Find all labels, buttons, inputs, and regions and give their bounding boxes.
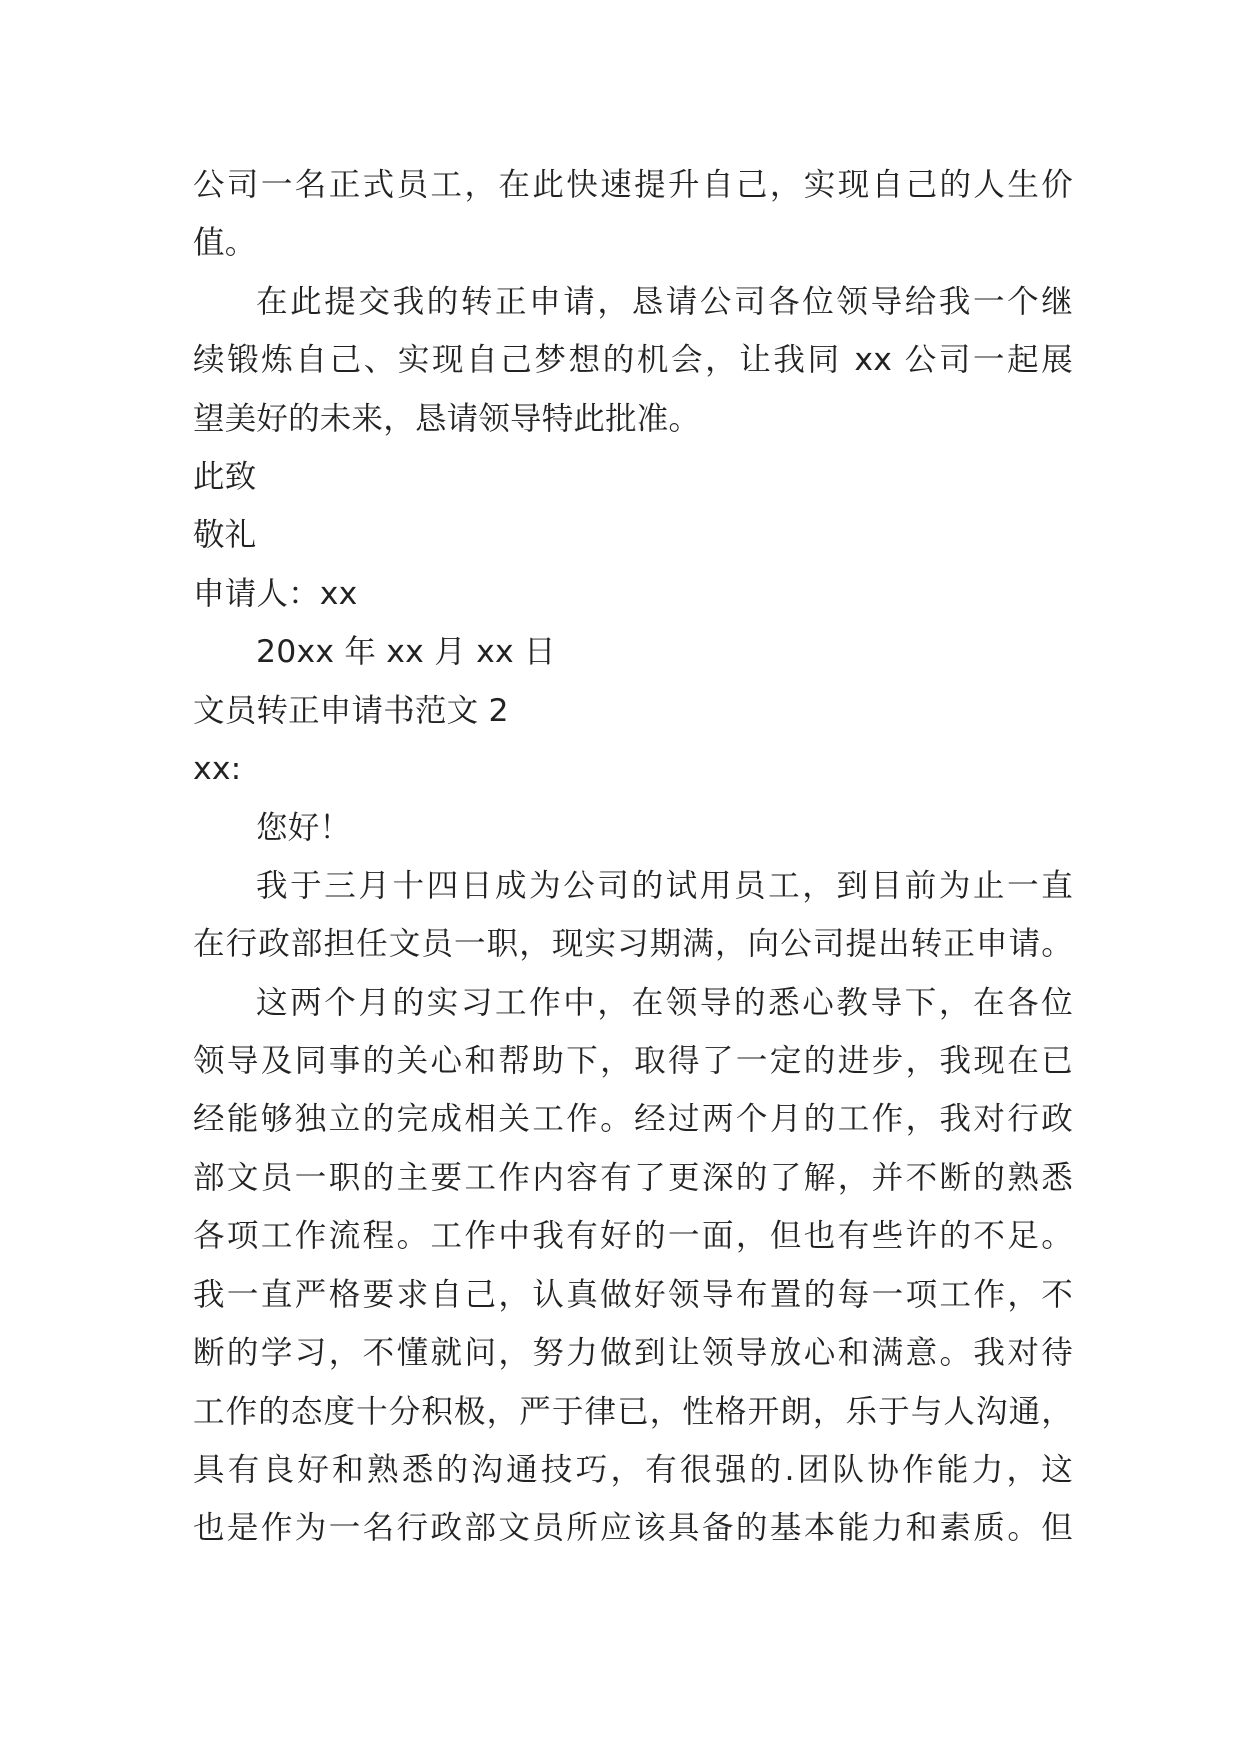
body-text-line: 领导及同事的关心和帮助下，取得了一定的进步，我现在已 <box>193 1043 1073 1079</box>
body-text-line: 公司一名正式员工，在此快速提升自己，实现自己的人生价 <box>193 167 1073 203</box>
paragraph-first-line: 在此提交我的转正申请，恳请公司各位领导给我一个继 <box>256 284 1073 320</box>
section-heading: 文员转正申请书范文 2 <box>193 693 509 729</box>
paragraph-first-line: 我于三月十四日成为公司的试用员工，到目前为止一直 <box>256 868 1073 904</box>
body-text-line: 也是作为一名行政部文员所应该具备的基本能力和素质。但 <box>193 1510 1073 1546</box>
body-text-line: 经能够独立的完成相关工作。经过两个月的工作，我对行政 <box>193 1101 1073 1137</box>
body-text-line: 工作的态度十分积极，严于律已，性格开朗，乐于与人沟通， <box>193 1394 1073 1430</box>
body-text-line: 部文员一职的主要工作内容有了更深的了解，并不断的熟悉 <box>193 1160 1073 1196</box>
body-text-line: 具有良好和熟悉的沟通技巧，有很强的.团队协作能力，这 <box>193 1452 1073 1488</box>
document-date: 20xx 年 xx 月 xx 日 <box>256 634 556 670</box>
body-text-line: 望美好的未来，恳请领导特此批准。 <box>193 401 701 437</box>
body-text-line: 值。 <box>193 225 257 261</box>
body-text-line: 断的学习，不懂就问，努力做到让领导放心和满意。我对待 <box>193 1335 1073 1371</box>
applicant-signature: 申请人：xx <box>193 576 358 612</box>
greeting-line: 您好！ <box>256 810 352 846</box>
paragraph-first-line: 这两个月的实习工作中，在领导的悉心教导下，在各位 <box>256 985 1073 1021</box>
body-text-line: 各项工作流程。工作中我有好的一面，但也有些许的不足。 <box>193 1218 1073 1254</box>
body-text-line: 续锻炼自己、实现自己梦想的机会，让我同 xx 公司一起展 <box>193 342 1073 378</box>
body-text-line: 在行政部担任文员一职，现实习期满，向公司提出转正申请。 <box>193 926 1073 962</box>
closing-salutation: 此致 <box>193 459 257 495</box>
recipient-line: xx: <box>193 751 242 787</box>
body-text-line: 我一直严格要求自己，认真做好领导布置的每一项工作，不 <box>193 1277 1073 1313</box>
closing-regards: 敬礼 <box>193 517 257 553</box>
